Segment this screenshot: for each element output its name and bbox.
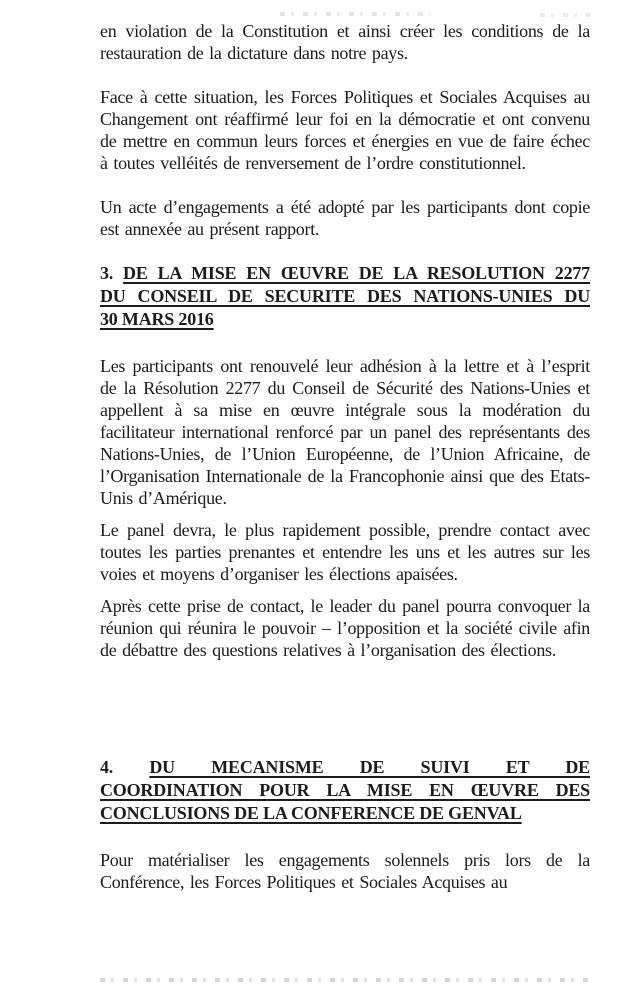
paragraph-panel-contact: Le panel devra, le plus rapidement possible, prendre contact avec toutes les parties prenantes et entendre les uns et les autres sur les voies et moyens d’organiser les élections apaisées. [100, 520, 590, 584]
paragraph-leader-panel: Après cette prise de contact, le leader du panel pourra convoquer la réunion qui réunira le pouvoir – l’opposition et la société civile afin de débattre des questions relatives à l’organisation des élections. [100, 596, 590, 660]
paragraph-face-situation: Face à cette situation, les Forces Politiques et Sociales Acquises au Changement ont réaffirmé leur foi en la démocratie et ont convenu de mettre en commun leurs forces et énergies en vue de faire échec à toutes velléités de renversement de l’ordre constitutionnel. [100, 87, 590, 173]
heading-3-line-1 [100, 262, 590, 285]
heading-4-text-1: DU MECANISME DE SUIVI ET DE [149, 757, 590, 777]
heading-4-text-3: CONCLUSIONS DE LA CONFERENCE DE GENVAL [100, 803, 522, 823]
paragraph-materialiser-engagements: Pour matérialiser les engagements solennels pris lors de la Conférence, les Forces Politiques et Sociales Acquises au [100, 850, 590, 892]
paragraph-resolution-2277: Les participants ont renouvelé leur adhésion à la lettre et à l’esprit de la Résolution 2277 du Conseil de Sécurité des Nations-Unies et appellent à sa mise en œuvre intégrale sous la modération du facilitateur international renforcé par un panel des représentants des Nations-Unies, de l’Union Européenne, de l’Union Africaine, de l’Organisation Internationale de la Francophonie ainsi que des Etats-Unis d’Amérique. [100, 356, 590, 508]
heading-3-line-3 [100, 308, 590, 331]
heading-4-text-2: COORDINATION POUR LA MISE EN ŒUVRE DES [100, 780, 590, 800]
heading-4-line-3 [100, 802, 590, 825]
scan-artifact-top [280, 12, 430, 16]
scan-artifact-top-right [540, 13, 595, 17]
scan-artifact-bottom-clipped-line [100, 978, 590, 982]
heading-3-text-1: DE LA MISE EN ŒUVRE DE LA RESOLUTION 2277 [123, 263, 590, 283]
heading-4-number: 4. [100, 757, 114, 777]
heading-4-line-1 [100, 756, 590, 779]
heading-3-text-3: 30 MARS 2016 [100, 309, 214, 329]
paragraph-violation-constitution: en violation de la Constitution et ainsi créer les conditions de la restauration de la dictature dans notre pays. [100, 21, 590, 63]
heading-3-line-2 [100, 285, 590, 308]
section-heading-3 [100, 262, 590, 331]
heading-3-number: 3. [100, 263, 114, 283]
heading-4-line-2 [100, 779, 590, 802]
heading-3-text-2: DU CONSEIL DE SECURITE DES NATIONS-UNIES DU [100, 286, 590, 306]
section-heading-4 [100, 756, 590, 825]
paragraph-acte-engagements: Un acte d’engagements a été adopté par les participants dont copie est annexée au présent rapport. [100, 197, 590, 239]
